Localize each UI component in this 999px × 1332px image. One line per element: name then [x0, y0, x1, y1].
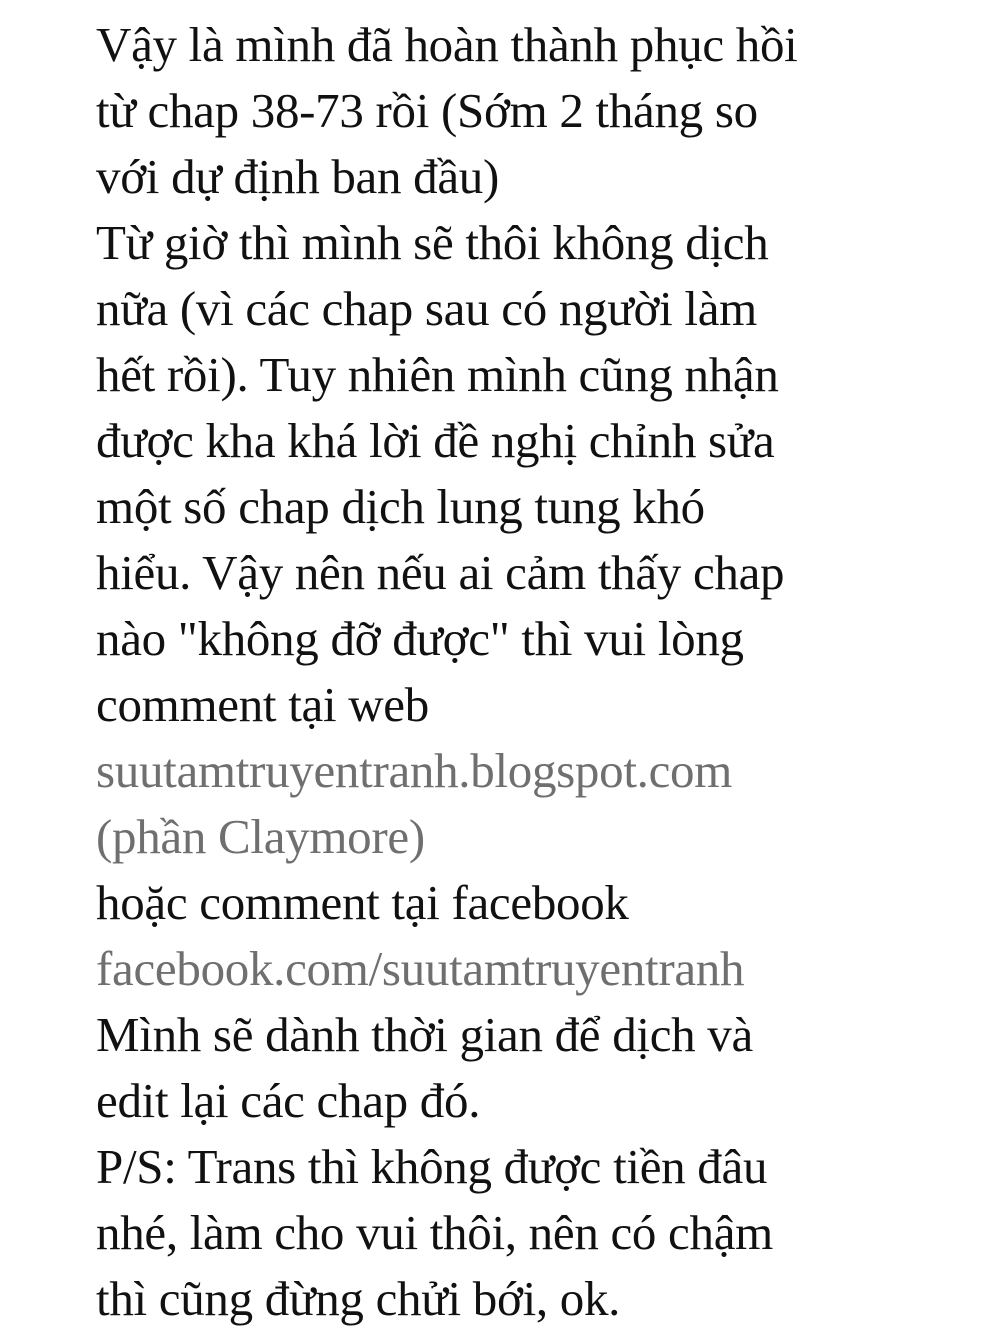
- note-line: hoặc comment tại facebook: [96, 875, 629, 930]
- note-line: P/S: Trans thì không được tiền đâu: [96, 1139, 768, 1194]
- note-line: Từ giờ thì mình sẽ thôi không dịch: [96, 215, 769, 270]
- blog-section-note: (phần Claymore): [96, 809, 425, 864]
- note-line: nữa (vì các chap sau có người làm: [96, 281, 757, 336]
- note-line: từ chap 38-73 rồi (Sớm 2 tháng so: [96, 83, 758, 138]
- note-line: được kha khá lời đề nghị chỉnh sửa: [96, 413, 775, 468]
- note-line: Vậy là mình đã hoàn thành phục hồi: [96, 17, 798, 72]
- note-line: hiểu. Vậy nên nếu ai cảm thấy chap: [96, 545, 785, 600]
- note-line: thì cũng đừng chửi bới, ok.: [96, 1271, 621, 1326]
- translator-note: [96, 12, 986, 1332]
- note-line: nào "không đỡ được" thì vui lòng: [96, 611, 744, 666]
- note-line: với dự định ban đầu): [96, 149, 500, 204]
- facebook-link[interactable]: facebook.com/suutamtruyentranh: [96, 941, 745, 996]
- note-line: hết rồi). Tuy nhiên mình cũng nhận: [96, 347, 779, 402]
- blog-link[interactable]: suutamtruyentranh.blogspot.com: [96, 743, 733, 798]
- note-line: comment tại web: [96, 677, 429, 732]
- note-line: edit lại các chap đó.: [96, 1073, 481, 1128]
- note-line: một số chap dịch lung tung khó: [96, 479, 705, 534]
- note-line: Mình sẽ dành thời gian để dịch và: [96, 1007, 753, 1062]
- note-line: nhé, làm cho vui thôi, nên có chậm: [96, 1205, 773, 1260]
